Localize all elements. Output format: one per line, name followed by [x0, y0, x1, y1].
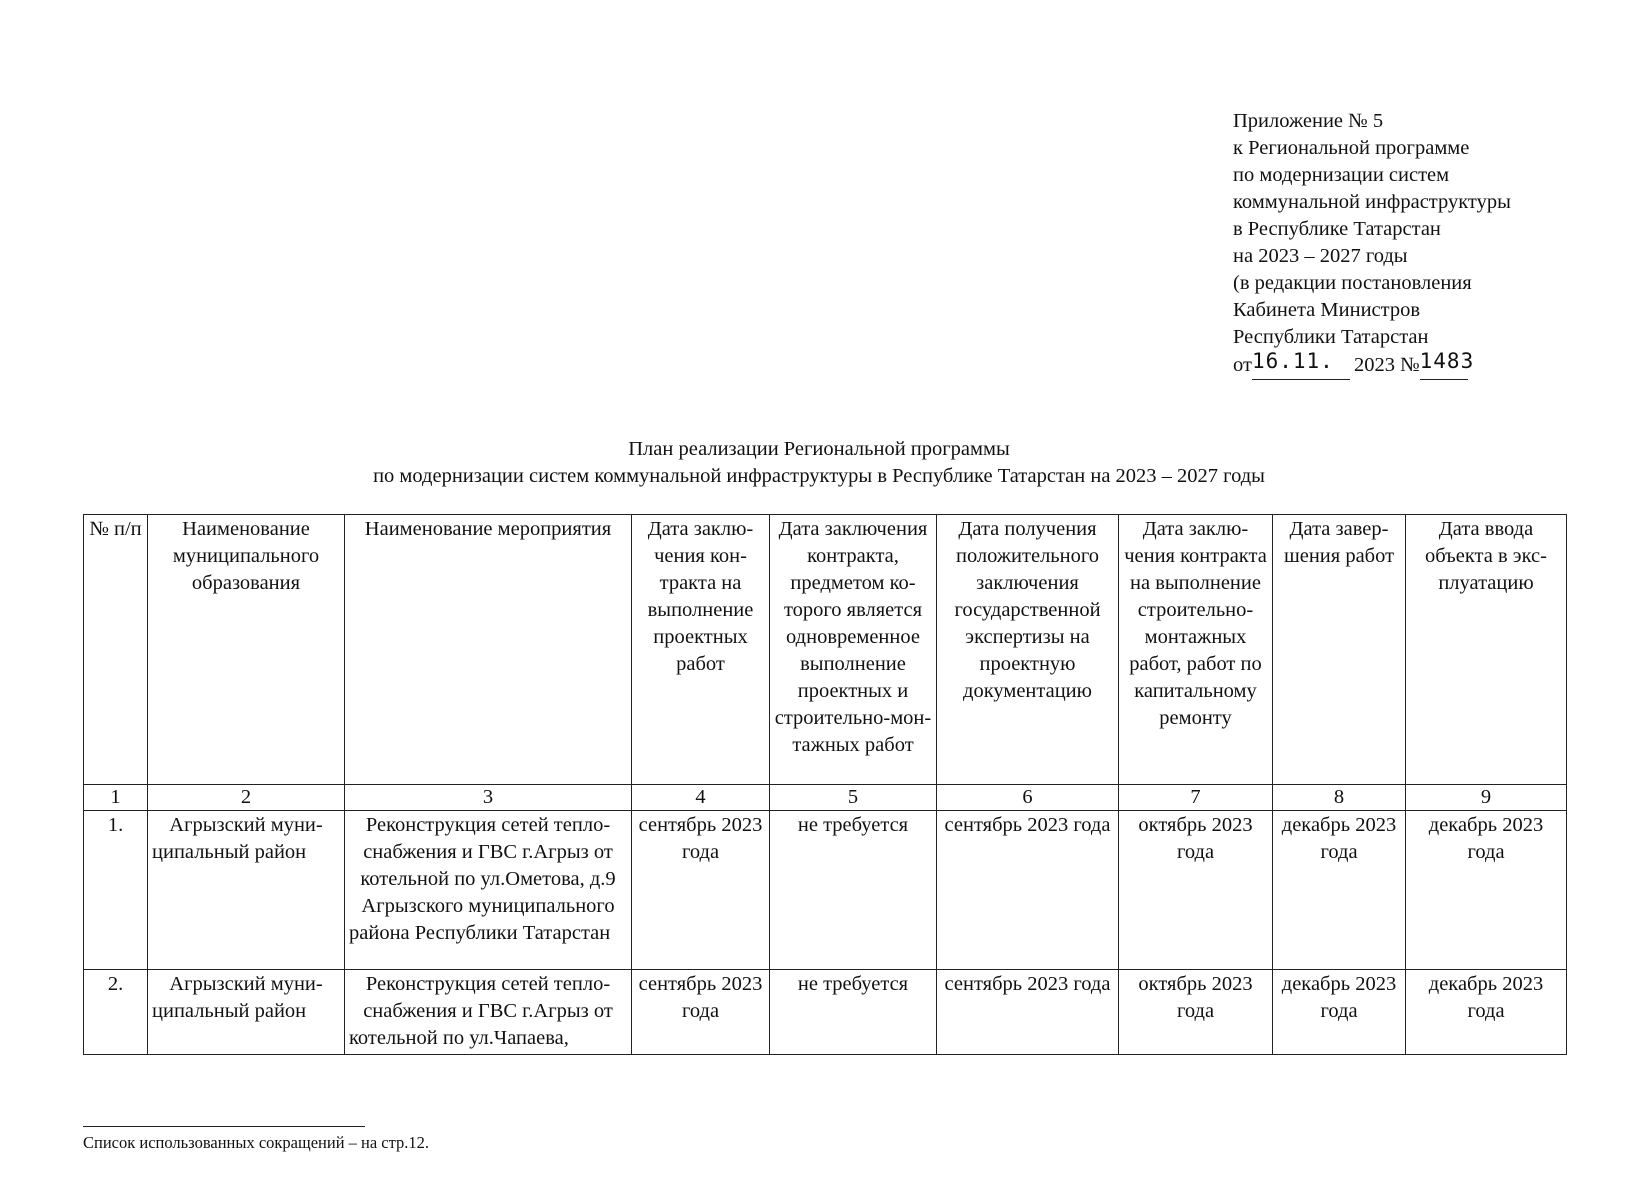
date-field [1252, 351, 1350, 380]
handwritten-number: 1483 [1419, 349, 1475, 373]
document-title-line-2: по модернизации систем коммунальной инфраструктуры в Республике Татарстан на 2023 – 2027 годы [373, 465, 1265, 487]
handwritten-date: 16.11. [1251, 349, 1334, 373]
column-number: 5 [770, 785, 937, 811]
header-cell-commissioning: Дата ввода объекта в эксплуатацию [1406, 515, 1567, 785]
cell-construction-contract: октябрь 2023 года [1119, 811, 1273, 970]
appendix-line: коммунальной инфраструктуры [1233, 191, 1511, 213]
cell-municipality: Агрызский муниципальный район [148, 970, 345, 1055]
column-number-row [84, 785, 1567, 811]
column-number: 6 [937, 785, 1119, 811]
appendix-line: к Региональной программе [1233, 137, 1470, 159]
table-header-row [84, 515, 1567, 785]
table-row [84, 970, 1567, 1055]
cell-num: 1. [84, 811, 148, 970]
number-field [1419, 349, 1475, 380]
appendix-line: Республики Татарстан [1233, 326, 1429, 348]
column-number: 4 [632, 785, 770, 811]
column-number: 8 [1273, 785, 1406, 811]
from-prefix: от [1233, 354, 1252, 376]
implementation-plan-table [83, 514, 1567, 1055]
footnote: Список использованных сокращений – на стр.12. [83, 1133, 430, 1152]
column-number: 3 [345, 785, 632, 811]
appendix-line: по модернизации систем [1233, 164, 1450, 186]
year-label: 2023 № [1353, 354, 1420, 376]
header-cell-construction-contract: Дата заключения контракта на выполнение строительно-монтажных работ, работ по капитальному ремонту [1119, 515, 1273, 785]
column-number: 2 [148, 785, 345, 811]
header-cell-num: № п/п [84, 515, 148, 785]
header-cell-expertise: Дата получения положительного заключения государственной экспертизы на проектную документацию [937, 515, 1119, 785]
header-cell-event: Наименование мероприятия [345, 515, 632, 785]
document-title-line-1: План реализации Региональной программы [628, 438, 1010, 460]
cell-num: 2. [84, 970, 148, 1055]
cell-design-contract: сентябрь 2023 года [632, 811, 770, 970]
column-number: 1 [84, 785, 148, 811]
appendix-line: (в редакции постановления [1233, 272, 1472, 294]
appendix-line: Кабинета Министров [1233, 299, 1421, 321]
header-cell-design-contract: Дата заключения контракта на выполнение проектных работ [632, 515, 770, 785]
cell-event: Реконструкция сетей теплоснабжения и ГВС г.Агрыз от котельной по ул.Ометова, д.9 Агрызского муниципального района Республики Татарстан [345, 811, 632, 970]
cell-municipality: Агрызский муниципальный район [148, 811, 345, 970]
cell-expertise: сентябрь 2023 года [937, 811, 1119, 970]
column-number: 9 [1406, 785, 1567, 811]
cell-commissioning: декабрь 2023 года [1406, 811, 1567, 970]
cell-combined-contract: не требуется [770, 811, 937, 970]
cell-construction-contract: октябрь 2023 года [1119, 970, 1273, 1055]
header-cell-completion: Дата завершения работ [1273, 515, 1406, 785]
table-row [84, 811, 1567, 970]
cell-combined-contract: не требуется [770, 970, 937, 1055]
resolution-date-line [1233, 351, 1511, 380]
cell-completion: декабрь 2023 года [1273, 970, 1406, 1055]
cell-design-contract: сентябрь 2023 года [632, 970, 770, 1055]
cell-completion: декабрь 2023 года [1273, 811, 1406, 970]
appendix-line: на 2023 – 2027 годы [1233, 245, 1408, 267]
cell-event: Реконструкция сетей теплоснабжения и ГВС г.Агрыз от котельной по ул.Чапаева, [345, 970, 632, 1055]
cell-expertise: сентябрь 2023 года [937, 970, 1119, 1055]
appendix-block [1233, 108, 1511, 380]
footnote-divider [83, 1126, 365, 1127]
column-number: 7 [1119, 785, 1273, 811]
appendix-line: Приложение № 5 [1233, 110, 1384, 132]
cell-commissioning: декабрь 2023 года [1406, 970, 1567, 1055]
appendix-line: в Республике Татарстан [1233, 218, 1441, 240]
header-cell-municipality: Наименование муниципального образования [148, 515, 345, 785]
header-cell-combined-contract: Дата заключения контракта, предметом которого является одновременное выполнение проектных и строительно-монтажных работ [770, 515, 937, 785]
